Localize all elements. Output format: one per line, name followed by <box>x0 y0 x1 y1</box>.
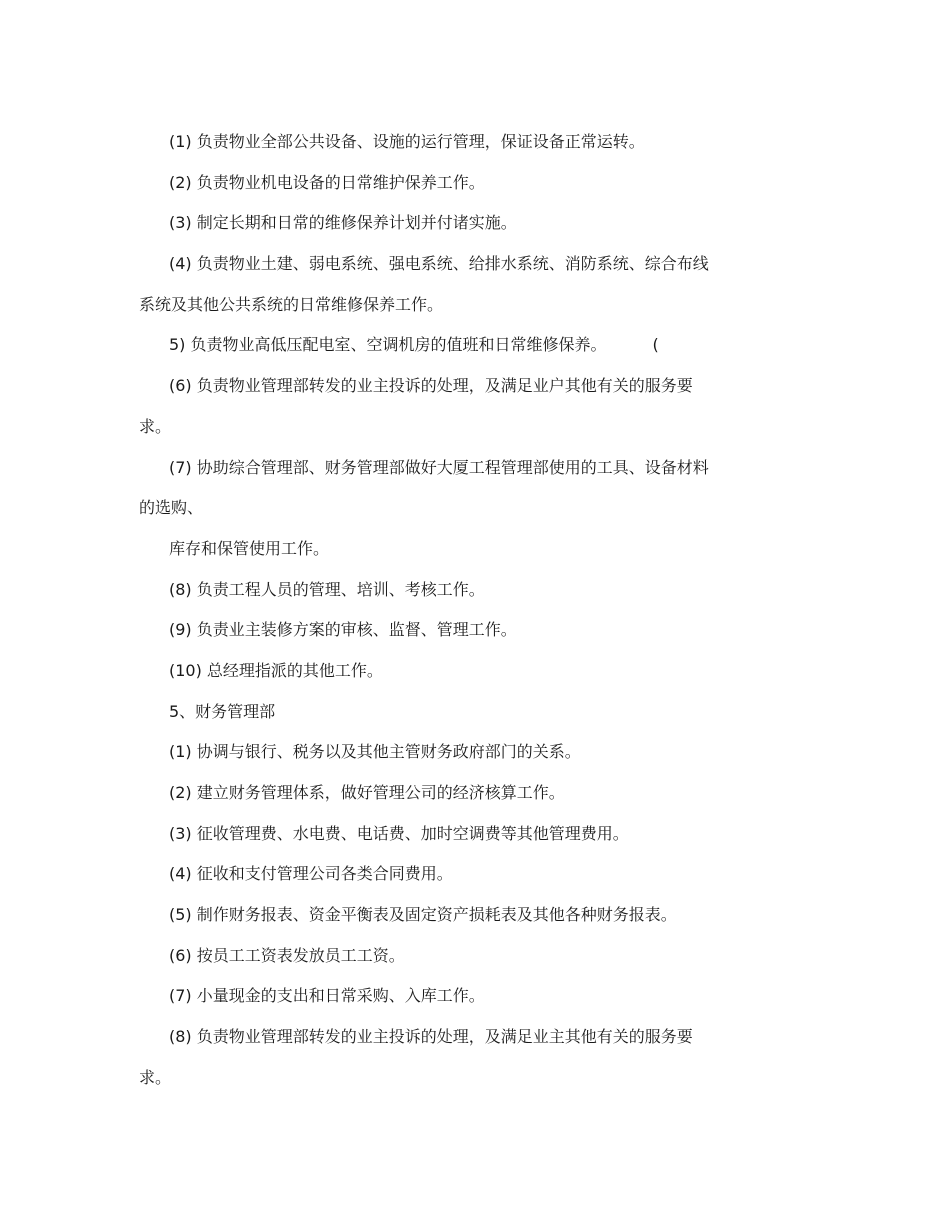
paragraph-fin-7: (7) 小量现金的支出和日常采购、入库工作。 <box>169 986 485 1006</box>
paragraph-eng-6-line-1: (6) 负责物业管理部转发的业主投诉的处理，及满足业户其他有关的服务要 <box>169 376 693 396</box>
paragraph-eng-2: (2) 负责物业机电设备的日常维护保养工作。 <box>169 172 485 192</box>
paragraph-eng-7-line-1: (7) 协助综合管理部、财务管理部做好大厦工程管理部使用的工具、设备材料 <box>169 457 709 477</box>
paragraph-eng-8: (8) 负责工程人员的管理、培训、考核工作。 <box>169 579 485 599</box>
paragraph-fin-8-line-2: 求。 <box>139 1067 172 1087</box>
paragraph-eng-7-line-3: 库存和保管使用工作。 <box>169 538 330 558</box>
stray-parenthesis: ( <box>652 335 659 355</box>
paragraph-eng-6-line-2: 求。 <box>139 416 172 436</box>
paragraph-fin-2: (2) 建立财务管理体系，做好管理公司的经济核算工作。 <box>169 783 565 802</box>
paragraph-eng-3: (3) 制定长期和日常的维修保养计划并付诸实施。 <box>169 213 517 233</box>
paragraph-eng-7-line-2: 的选购、 <box>139 498 204 518</box>
paragraph-eng-10: (10) 总经理指派的其他工作。 <box>169 660 383 680</box>
paragraph-eng-5-text: 5) 负责物业高低压配电室、空调机房的值班和日常维修保养。 <box>169 335 607 355</box>
paragraph-eng-4-line-1: (4) 负责物业土建、弱电系统、强电系统、给排水系统、消防系统、综合布线 <box>169 254 709 274</box>
paragraph-eng-1: (1) 负责物业全部公共设备、设施的运行管理，保证设备正常运转。 <box>169 132 645 151</box>
paragraph-eng-9: (9) 负责业主装修方案的审核、监督、管理工作。 <box>169 620 517 640</box>
section-heading-finance: 5、财务管理部 <box>169 701 276 721</box>
paragraph-fin-5: (5) 制作财务报表、资金平衡表及固定资产损耗表及其他各种财务报表。 <box>169 905 677 925</box>
document-body <box>139 128 779 1105</box>
paragraph-fin-1: (1) 协调与银行、税务以及其他主管财务政府部门的关系。 <box>169 742 581 762</box>
paragraph-fin-3: (3) 征收管理费、水电费、电话费、加时空调费等其他管理费用。 <box>169 823 629 843</box>
paragraph-fin-8-line-1: (8) 负责物业管理部转发的业主投诉的处理，及满足业主其他有关的服务要 <box>169 1027 693 1047</box>
paragraph-fin-4: (4) 征收和支付管理公司各类合同费用。 <box>169 864 453 884</box>
paragraph-eng-5 <box>139 331 779 372</box>
paragraph-fin-6: (6) 按员工工资表发放员工工资。 <box>169 945 405 965</box>
paragraph-eng-4-line-2: 系统及其他公共系统的日常维修保养工作。 <box>139 294 444 314</box>
